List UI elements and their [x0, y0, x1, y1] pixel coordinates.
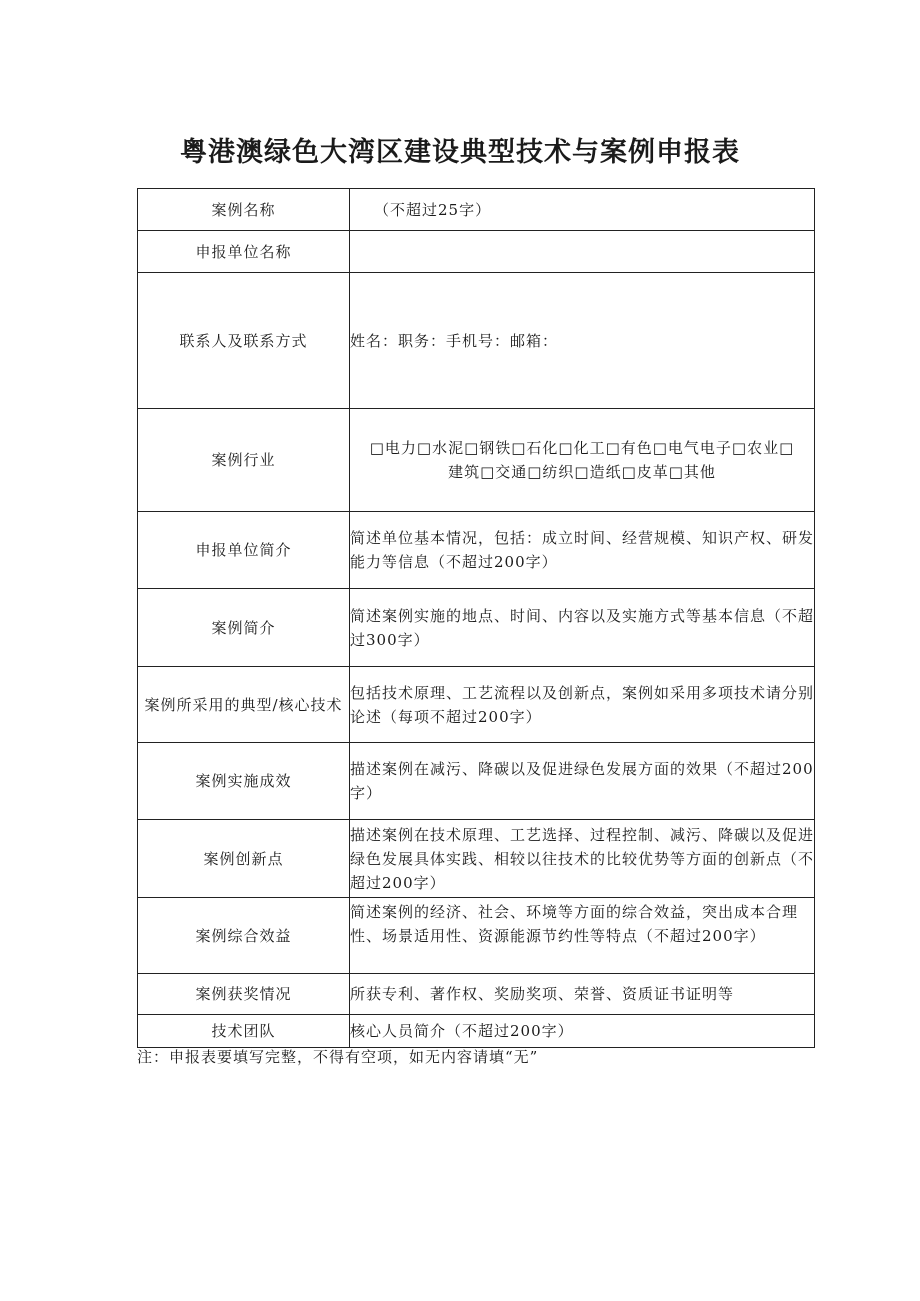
table-row: [138, 820, 815, 898]
footnote: 注：申报表要填写完整，不得有空项，如无内容请填“无”: [137, 1048, 539, 1066]
contact-field[interactable]: 姓名：职务：手机号：邮箱：: [350, 273, 815, 409]
table-row: [138, 898, 815, 974]
industry-options-line-1: □电力□水泥□钢铁□石化□化工□有色□电气电子□农业□: [369, 439, 795, 457]
table-row: [138, 189, 815, 231]
case-intro-label: 案例简介: [138, 589, 350, 667]
team-label: 技术团队: [138, 1015, 350, 1048]
industry-label: 案例行业: [138, 409, 350, 512]
table-row: [138, 667, 815, 743]
innovation-field[interactable]: 描述案例在技术原理、工艺选择、过程控制、减污、降碳以及促进绿色发展具体实践、相较以往技术的比较优势等方面的创新点（不超过200字）: [350, 820, 815, 898]
table-row: [138, 512, 815, 589]
table-row: [138, 743, 815, 820]
awards-field[interactable]: 所获专利、著作权、奖励奖项、荣誉、资质证书证明等: [350, 974, 815, 1015]
table-row: [138, 273, 815, 409]
table-row: [138, 1015, 815, 1048]
results-label: 案例实施成效: [138, 743, 350, 820]
awards-label: 案例获奖情况: [138, 974, 350, 1015]
core-tech-label: 案例所采用的典型/核心技术: [138, 667, 350, 743]
unit-intro-label: 申报单位简介: [138, 512, 350, 589]
unit-name-label: 申报单位名称: [138, 231, 350, 273]
benefits-field[interactable]: 简述案例的经济、社会、环境等方面的综合效益，突出成本合理性、场景适用性、资源能源节约性等特点（不超过200字）: [350, 898, 815, 974]
page-title: 粤港澳绿色大湾区建设典型技术与案例申报表: [180, 137, 740, 168]
case-name-field[interactable]: （不超过25字）: [350, 189, 815, 231]
contact-label: 联系人及联系方式: [138, 273, 350, 409]
table-row: [138, 974, 815, 1015]
case-intro-field[interactable]: 简述案例实施的地点、时间、内容以及实施方式等基本信息（不超过300字）: [350, 589, 815, 667]
core-tech-field[interactable]: 包括技术原理、工艺流程以及创新点，案例如采用多项技术请分别论述（每项不超过200字）: [350, 667, 815, 743]
case-name-label: 案例名称: [138, 189, 350, 231]
results-field[interactable]: 描述案例在减污、降碳以及促进绿色发展方面的效果（不超过200字）: [350, 743, 815, 820]
table-row: [138, 409, 815, 512]
unit-intro-field[interactable]: 简述单位基本情况，包括：成立时间、经营规模、知识产权、研发能力等信息（不超过200字）: [350, 512, 815, 589]
table-row: [138, 231, 815, 273]
application-form-table: [137, 188, 815, 1048]
benefits-label: 案例综合效益: [138, 898, 350, 974]
innovation-label: 案例创新点: [138, 820, 350, 898]
table-row: [138, 589, 815, 667]
industry-field[interactable]: [350, 409, 815, 512]
industry-options-line-2: 建筑□交通□纺织□造纸□皮革□其他: [448, 463, 716, 481]
team-field[interactable]: 核心人员简介（不超过200字）: [350, 1015, 815, 1048]
unit-name-field[interactable]: [350, 231, 815, 273]
